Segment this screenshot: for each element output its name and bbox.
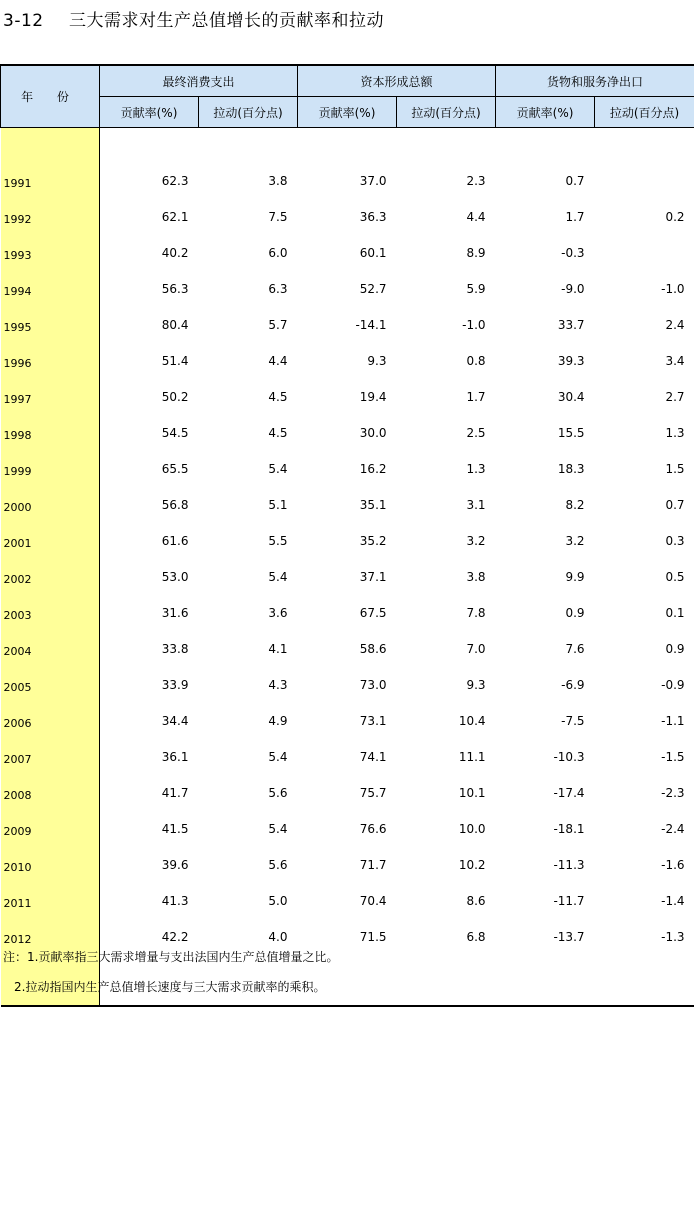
year-cell: 1997 bbox=[1, 379, 100, 415]
table-cell: 2.5 bbox=[466, 426, 486, 440]
table-cell: 10.1 bbox=[458, 786, 486, 800]
table-cell: 15.5 bbox=[557, 426, 585, 440]
year-cell: 1995 bbox=[1, 307, 100, 343]
table-cell bbox=[595, 235, 694, 271]
table-cell: -17.4 bbox=[553, 786, 585, 800]
table-cell: -1.1 bbox=[661, 714, 685, 728]
table-cell: 4.4 bbox=[466, 210, 486, 224]
table-row bbox=[1, 379, 694, 415]
table-cell: 36.1 bbox=[161, 750, 189, 764]
table-cell: 7.0 bbox=[466, 642, 486, 656]
sub-header: 贡献率(%) bbox=[496, 97, 595, 128]
year-cell: 2010 bbox=[1, 847, 100, 883]
table-cell: 67.5 bbox=[359, 606, 387, 620]
table-cell: 4.9 bbox=[268, 714, 288, 728]
table-cell: 3.8 bbox=[268, 174, 288, 188]
year-cell: 1992 bbox=[1, 199, 100, 235]
table-cell: 61.6 bbox=[161, 534, 189, 548]
table-cell: 5.7 bbox=[268, 318, 288, 332]
year-cell: 2004 bbox=[1, 631, 100, 667]
table-cell: 80.4 bbox=[161, 318, 189, 332]
table-cell: 7.5 bbox=[268, 210, 288, 224]
table-cell: 5.4 bbox=[268, 750, 288, 764]
table-cell: 0.7 bbox=[565, 174, 585, 188]
sub-header: 贡献率(%) bbox=[100, 97, 199, 128]
table-row bbox=[1, 235, 694, 271]
group-header-capital: 资本形成总额 bbox=[298, 65, 496, 97]
table-cell: 5.0 bbox=[268, 894, 288, 908]
table-cell: 1.7 bbox=[565, 210, 585, 224]
table-cell: -1.0 bbox=[462, 318, 486, 332]
table-cell: -6.9 bbox=[561, 678, 585, 692]
year-cell: 2011 bbox=[1, 883, 100, 919]
year-cell: 2009 bbox=[1, 811, 100, 847]
table-cell: 0.9 bbox=[565, 606, 585, 620]
table-cell bbox=[100, 128, 199, 164]
year-cell: 2008 bbox=[1, 775, 100, 811]
year-cell: 2012 bbox=[1, 919, 100, 955]
table-cell: -7.5 bbox=[561, 714, 585, 728]
data-table bbox=[0, 64, 694, 1007]
table-row bbox=[1, 487, 694, 523]
table-cell: 2.7 bbox=[665, 390, 685, 404]
table-cell: 35.2 bbox=[359, 534, 387, 548]
table-row bbox=[1, 271, 694, 307]
table-cell: 71.5 bbox=[359, 930, 387, 944]
footnotes bbox=[3, 942, 338, 1002]
table-cell: 35.1 bbox=[359, 498, 387, 512]
year-cell: 1994 bbox=[1, 271, 100, 307]
table-cell: 3.1 bbox=[466, 498, 486, 512]
footnote-2: 2.拉动指国内生产总值增长速度与三大需求贡献率的乘积。 bbox=[14, 980, 326, 994]
table-cell: 4.5 bbox=[268, 390, 288, 404]
table-cell: 5.5 bbox=[268, 534, 288, 548]
year-cell bbox=[1, 128, 100, 164]
table-cell: 54.5 bbox=[161, 426, 189, 440]
spacer-row bbox=[1, 128, 694, 164]
year-cell: 1991 bbox=[1, 163, 100, 199]
year-cell: 2005 bbox=[1, 667, 100, 703]
table-row bbox=[1, 415, 694, 451]
table-cell: 6.0 bbox=[268, 246, 288, 260]
table-cell: 36.3 bbox=[359, 210, 387, 224]
table-cell: 62.1 bbox=[161, 210, 189, 224]
table-row bbox=[1, 451, 694, 487]
table-cell: 58.6 bbox=[359, 642, 387, 656]
table-cell: -11.3 bbox=[553, 858, 585, 872]
table-cell: 5.4 bbox=[268, 570, 288, 584]
table-cell bbox=[199, 128, 298, 164]
table-cell bbox=[496, 128, 595, 164]
table-cell: -14.1 bbox=[355, 318, 387, 332]
table-cell: 3.8 bbox=[466, 570, 486, 584]
table-cell: 39.6 bbox=[161, 858, 189, 872]
table-cell: -1.0 bbox=[661, 282, 685, 296]
table-cell: 73.1 bbox=[359, 714, 387, 728]
table-cell: 5.4 bbox=[268, 462, 288, 476]
table-cell: 41.3 bbox=[161, 894, 189, 908]
table-cell: -9.0 bbox=[561, 282, 585, 296]
table-cell: 53.0 bbox=[161, 570, 189, 584]
table-row bbox=[1, 559, 694, 595]
table-cell: 10.0 bbox=[458, 822, 486, 836]
year-cell: 1996 bbox=[1, 343, 100, 379]
group-header-net-exports: 货物和服务净出口 bbox=[496, 65, 694, 97]
table-cell: 52.7 bbox=[359, 282, 387, 296]
table-cell: 41.5 bbox=[161, 822, 189, 836]
table-row bbox=[1, 739, 694, 775]
year-header: 年 份 bbox=[1, 65, 100, 128]
table-cell: -1.5 bbox=[661, 750, 685, 764]
table-cell: -18.1 bbox=[553, 822, 585, 836]
sub-header: 贡献率(%) bbox=[298, 97, 397, 128]
table-cell bbox=[298, 128, 397, 164]
table-cell: 56.8 bbox=[161, 498, 189, 512]
table-row bbox=[1, 775, 694, 811]
table-cell bbox=[397, 128, 496, 164]
table-cell: 2.4 bbox=[665, 318, 685, 332]
table-cell: 1.7 bbox=[466, 390, 486, 404]
table-cell: 73.0 bbox=[359, 678, 387, 692]
table-row bbox=[1, 343, 694, 379]
table-cell: 34.4 bbox=[161, 714, 189, 728]
year-cell: 2000 bbox=[1, 487, 100, 523]
table-row bbox=[1, 199, 694, 235]
table-cell: 8.6 bbox=[466, 894, 486, 908]
table-cell: 1.3 bbox=[466, 462, 486, 476]
table-cell: -10.3 bbox=[553, 750, 585, 764]
table-cell: 75.7 bbox=[359, 786, 387, 800]
table-cell: 40.2 bbox=[161, 246, 189, 260]
table-cell: 1.5 bbox=[665, 462, 685, 476]
table-cell: 30.0 bbox=[359, 426, 387, 440]
table-row bbox=[1, 631, 694, 667]
table-cell: 0.2 bbox=[665, 210, 685, 224]
table-cell: 3.4 bbox=[665, 354, 685, 368]
group-header-consumption: 最终消费支出 bbox=[100, 65, 298, 97]
table-cell: 9.9 bbox=[565, 570, 585, 584]
table-cell: 41.7 bbox=[161, 786, 189, 800]
table-row bbox=[1, 523, 694, 559]
table-cell: 3.6 bbox=[268, 606, 288, 620]
year-cell: 1993 bbox=[1, 235, 100, 271]
table-cell: 39.3 bbox=[557, 354, 585, 368]
table-cell: -0.9 bbox=[661, 678, 685, 692]
table-cell: 19.4 bbox=[359, 390, 387, 404]
table-cell: 56.3 bbox=[161, 282, 189, 296]
table-cell: 7.8 bbox=[466, 606, 486, 620]
table-cell: -1.6 bbox=[661, 858, 685, 872]
table-cell: 5.6 bbox=[268, 858, 288, 872]
table-cell: -1.3 bbox=[661, 930, 685, 944]
table-cell bbox=[595, 128, 694, 164]
table-cell: 0.9 bbox=[665, 642, 685, 656]
year-cell: 2002 bbox=[1, 559, 100, 595]
table-cell: 18.3 bbox=[557, 462, 585, 476]
table-cell: 62.3 bbox=[161, 174, 189, 188]
table-cell: 4.4 bbox=[268, 354, 288, 368]
table-cell: 16.2 bbox=[359, 462, 387, 476]
table-cell: 74.1 bbox=[359, 750, 387, 764]
table-row bbox=[1, 847, 694, 883]
table-cell: 5.1 bbox=[268, 498, 288, 512]
table-cell: -13.7 bbox=[553, 930, 585, 944]
year-cell: 2006 bbox=[1, 703, 100, 739]
table-body bbox=[1, 128, 694, 1007]
table-cell: 33.7 bbox=[557, 318, 585, 332]
table-cell: 4.1 bbox=[268, 642, 288, 656]
table-cell: -1.4 bbox=[661, 894, 685, 908]
table-cell: 1.3 bbox=[665, 426, 685, 440]
table-title: 三大需求对生产总值增长的贡献率和拉动 bbox=[69, 11, 384, 31]
table-cell: 4.5 bbox=[268, 426, 288, 440]
year-cell: 1998 bbox=[1, 415, 100, 451]
table-cell: 0.8 bbox=[466, 354, 486, 368]
table-row bbox=[1, 595, 694, 631]
table-cell: 3.2 bbox=[565, 534, 585, 548]
table-cell: 50.2 bbox=[161, 390, 189, 404]
table-cell: 71.7 bbox=[359, 858, 387, 872]
page-title bbox=[3, 6, 384, 31]
year-cell: 1999 bbox=[1, 451, 100, 487]
table-cell: 30.4 bbox=[557, 390, 585, 404]
table-cell: 76.6 bbox=[359, 822, 387, 836]
table-cell: 6.3 bbox=[268, 282, 288, 296]
table-cell: -11.7 bbox=[553, 894, 585, 908]
table-row bbox=[1, 883, 694, 919]
table-cell: 42.2 bbox=[161, 930, 189, 944]
table-cell: 8.2 bbox=[565, 498, 585, 512]
table-row bbox=[1, 703, 694, 739]
table-cell: 33.9 bbox=[161, 678, 189, 692]
table-cell: 9.3 bbox=[367, 354, 387, 368]
year-cell: 2003 bbox=[1, 595, 100, 631]
table-cell: 2.3 bbox=[466, 174, 486, 188]
table-cell: 0.7 bbox=[665, 498, 685, 512]
table-row bbox=[1, 811, 694, 847]
table-cell: 9.3 bbox=[466, 678, 486, 692]
table-cell: 37.1 bbox=[359, 570, 387, 584]
table-cell: -0.3 bbox=[561, 246, 585, 260]
table-cell: 10.2 bbox=[458, 858, 486, 872]
table-cell: 5.4 bbox=[268, 822, 288, 836]
table-cell: 65.5 bbox=[161, 462, 189, 476]
table-cell: -2.4 bbox=[661, 822, 685, 836]
table-cell bbox=[397, 955, 496, 1006]
table-cell bbox=[595, 163, 694, 199]
table-cell: -2.3 bbox=[661, 786, 685, 800]
year-cell: 2001 bbox=[1, 523, 100, 559]
table-cell: 5.6 bbox=[268, 786, 288, 800]
year-cell: 2007 bbox=[1, 739, 100, 775]
table-cell: 8.9 bbox=[466, 246, 486, 260]
table-row bbox=[1, 163, 694, 199]
table-cell: 70.4 bbox=[359, 894, 387, 908]
sub-header: 拉动(百分点) bbox=[397, 97, 496, 128]
table-cell: 4.3 bbox=[268, 678, 288, 692]
table-cell: 0.5 bbox=[665, 570, 685, 584]
footnote-1: 注：1.贡献率指三大需求增量与支出法国内生产总值增量之比。 bbox=[3, 950, 339, 964]
table-row bbox=[1, 307, 694, 343]
table-cell: 0.3 bbox=[665, 534, 685, 548]
table-cell: 6.8 bbox=[466, 930, 486, 944]
table-cell: 31.6 bbox=[161, 606, 189, 620]
table-cell: 51.4 bbox=[161, 354, 189, 368]
sub-header: 拉动(百分点) bbox=[595, 97, 694, 128]
table-number: 3-12 bbox=[3, 11, 44, 31]
table-cell: 37.0 bbox=[359, 174, 387, 188]
table-cell: 60.1 bbox=[359, 246, 387, 260]
table-cell: 0.1 bbox=[665, 606, 685, 620]
table-cell bbox=[595, 955, 694, 1006]
sub-header: 拉动(百分点) bbox=[199, 97, 298, 128]
table-row bbox=[1, 667, 694, 703]
table-cell: 11.1 bbox=[458, 750, 486, 764]
table-cell: 7.6 bbox=[565, 642, 585, 656]
table-cell: 33.8 bbox=[161, 642, 189, 656]
table-cell bbox=[496, 955, 595, 1006]
table-cell: 5.9 bbox=[466, 282, 486, 296]
table-cell: 4.0 bbox=[268, 930, 288, 944]
table-cell: 10.4 bbox=[458, 714, 486, 728]
table-cell: 3.2 bbox=[466, 534, 486, 548]
